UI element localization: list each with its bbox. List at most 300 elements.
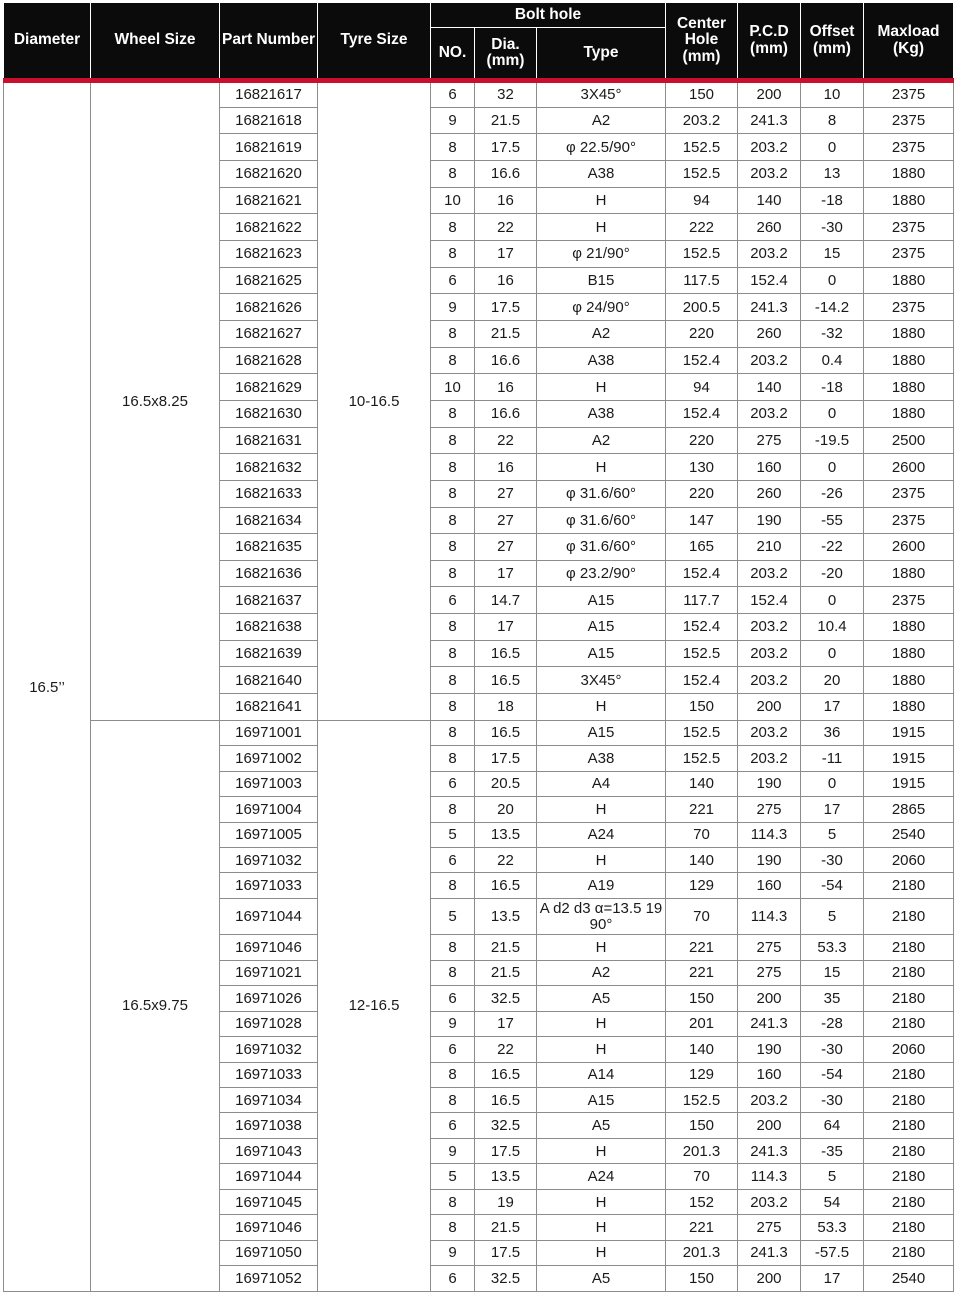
cell-center-hole: 152.4 [666, 614, 738, 641]
cell-bolt-dia: 22 [475, 214, 537, 241]
cell-center-hole: 152.5 [666, 720, 738, 745]
cell-bolt-no: 10 [431, 374, 475, 401]
cell-bolt-type: H [537, 1240, 666, 1265]
cell-pcd: 203.2 [738, 667, 801, 694]
cell-maxload: 2600 [864, 534, 954, 561]
cell-center-hole: 200.5 [666, 294, 738, 321]
cell-bolt-no: 6 [431, 587, 475, 614]
cell-bolt-type: φ 21/90° [537, 240, 666, 267]
cell-maxload: 1880 [864, 400, 954, 427]
cell-bolt-type: A d2 d3 α=13.5 19 90° [537, 898, 666, 934]
cell-part-number: 16971046 [220, 935, 318, 960]
cell-bolt-dia: 16.5 [475, 1088, 537, 1113]
cell-center-hole: 201.3 [666, 1240, 738, 1265]
cell-maxload: 2375 [864, 214, 954, 241]
cell-part-number: 16971005 [220, 822, 318, 847]
cell-maxload: 2180 [864, 873, 954, 898]
cell-maxload: 2060 [864, 1037, 954, 1062]
cell-maxload: 2865 [864, 797, 954, 822]
cell-bolt-dia: 16.5 [475, 873, 537, 898]
cell-pcd: 203.2 [738, 160, 801, 187]
cell-maxload: 2375 [864, 81, 954, 108]
cell-pcd: 203.2 [738, 1088, 801, 1113]
cell-bolt-type: φ 24/90° [537, 294, 666, 321]
header-bolt-hole: Bolt hole [431, 3, 666, 28]
cell-bolt-dia: 27 [475, 534, 537, 561]
cell-pcd: 210 [738, 534, 801, 561]
cell-bolt-dia: 17.5 [475, 1138, 537, 1163]
cell-bolt-type: H [537, 848, 666, 873]
cell-center-hole: 220 [666, 480, 738, 507]
cell-bolt-type: B15 [537, 267, 666, 294]
cell-offset: 15 [801, 240, 864, 267]
cell-maxload: 2180 [864, 1164, 954, 1189]
cell-offset: 0 [801, 640, 864, 667]
cell-part-number: 16821636 [220, 560, 318, 587]
cell-bolt-type: A15 [537, 614, 666, 641]
cell-maxload: 1880 [864, 374, 954, 401]
cell-center-hole: 147 [666, 507, 738, 534]
cell-pcd: 200 [738, 1266, 801, 1292]
cell-maxload: 1880 [864, 160, 954, 187]
cell-maxload: 2375 [864, 240, 954, 267]
table-row [4, 720, 954, 745]
cell-bolt-dia: 13.5 [475, 1164, 537, 1189]
cell-center-hole: 150 [666, 694, 738, 721]
cell-bolt-no: 6 [431, 1266, 475, 1292]
cell-offset: -54 [801, 873, 864, 898]
cell-pcd: 203.2 [738, 400, 801, 427]
cell-bolt-dia: 16.5 [475, 640, 537, 667]
cell-center-hole: 203.2 [666, 107, 738, 134]
cell-offset: -55 [801, 507, 864, 534]
cell-bolt-dia: 17.5 [475, 294, 537, 321]
cell-bolt-type: φ 31.6/60° [537, 534, 666, 561]
cell-maxload: 2180 [864, 1113, 954, 1138]
cell-bolt-type: A24 [537, 1164, 666, 1189]
cell-diameter: 16.5’’ [4, 81, 91, 1292]
cell-pcd: 203.2 [738, 746, 801, 771]
cell-center-hole: 152.4 [666, 560, 738, 587]
cell-bolt-no: 8 [431, 746, 475, 771]
cell-maxload: 1880 [864, 640, 954, 667]
table-row [4, 81, 954, 108]
cell-bolt-type: A5 [537, 986, 666, 1011]
cell-maxload: 2540 [864, 1266, 954, 1292]
cell-part-number: 16821631 [220, 427, 318, 454]
cell-center-hole: 140 [666, 1037, 738, 1062]
cell-pcd: 114.3 [738, 822, 801, 847]
cell-offset: -57.5 [801, 1240, 864, 1265]
cell-maxload: 2600 [864, 454, 954, 481]
cell-center-hole: 222 [666, 214, 738, 241]
wheel-spec-table [3, 2, 954, 1292]
cell-part-number: 16971034 [220, 1088, 318, 1113]
cell-part-number: 16971033 [220, 1062, 318, 1087]
cell-bolt-dia: 21.5 [475, 320, 537, 347]
cell-bolt-dia: 16.6 [475, 400, 537, 427]
cell-pcd: 260 [738, 480, 801, 507]
cell-maxload: 2375 [864, 107, 954, 134]
cell-offset: 17 [801, 694, 864, 721]
cell-pcd: 190 [738, 771, 801, 796]
cell-bolt-no: 8 [431, 1189, 475, 1214]
cell-bolt-type: φ 31.6/60° [537, 480, 666, 507]
cell-center-hole: 221 [666, 797, 738, 822]
cell-maxload: 2375 [864, 507, 954, 534]
cell-bolt-dia: 32 [475, 81, 537, 108]
header-bolt-dia: Dia. (mm) [475, 28, 537, 81]
cell-pcd: 190 [738, 1037, 801, 1062]
cell-pcd: 200 [738, 81, 801, 108]
cell-tyre-size: 10-16.5 [318, 81, 431, 721]
cell-bolt-type: A15 [537, 640, 666, 667]
cell-maxload: 2180 [864, 1088, 954, 1113]
cell-bolt-type: φ 22.5/90° [537, 134, 666, 161]
cell-part-number: 16821639 [220, 640, 318, 667]
cell-center-hole: 129 [666, 1062, 738, 1087]
cell-bolt-no: 8 [431, 134, 475, 161]
cell-part-number: 16971028 [220, 1011, 318, 1036]
header-tyre-size: Tyre Size [318, 3, 431, 81]
cell-center-hole: 152.4 [666, 400, 738, 427]
cell-center-hole: 150 [666, 81, 738, 108]
cell-pcd: 114.3 [738, 1164, 801, 1189]
cell-bolt-no: 8 [431, 427, 475, 454]
cell-bolt-no: 6 [431, 81, 475, 108]
cell-offset: 0 [801, 400, 864, 427]
cell-offset: 0 [801, 454, 864, 481]
cell-pcd: 241.3 [738, 1240, 801, 1265]
cell-bolt-no: 6 [431, 267, 475, 294]
cell-offset: 17 [801, 1266, 864, 1292]
cell-pcd: 203.2 [738, 614, 801, 641]
cell-offset: 0 [801, 771, 864, 796]
cell-part-number: 16971026 [220, 986, 318, 1011]
cell-bolt-no: 6 [431, 848, 475, 873]
cell-bolt-no: 6 [431, 986, 475, 1011]
cell-offset: 0 [801, 134, 864, 161]
cell-maxload: 2180 [864, 1189, 954, 1214]
cell-pcd: 241.3 [738, 1138, 801, 1163]
cell-bolt-no: 8 [431, 214, 475, 241]
cell-bolt-type: φ 31.6/60° [537, 507, 666, 534]
cell-bolt-type: A14 [537, 1062, 666, 1087]
cell-part-number: 16971033 [220, 873, 318, 898]
cell-part-number: 16971046 [220, 1215, 318, 1240]
cell-bolt-dia: 16.5 [475, 720, 537, 745]
cell-bolt-no: 8 [431, 614, 475, 641]
cell-bolt-no: 8 [431, 480, 475, 507]
cell-bolt-no: 8 [431, 320, 475, 347]
cell-offset: -54 [801, 1062, 864, 1087]
cell-center-hole: 152.5 [666, 1088, 738, 1113]
cell-bolt-type: A15 [537, 1088, 666, 1113]
cell-bolt-type: H [537, 1189, 666, 1214]
cell-bolt-no: 9 [431, 1011, 475, 1036]
cell-part-number: 16821627 [220, 320, 318, 347]
cell-pcd: 152.4 [738, 587, 801, 614]
cell-offset: 15 [801, 960, 864, 985]
cell-part-number: 16821641 [220, 694, 318, 721]
cell-part-number: 16971044 [220, 898, 318, 934]
cell-offset: -32 [801, 320, 864, 347]
cell-bolt-dia: 16 [475, 454, 537, 481]
cell-center-hole: 221 [666, 960, 738, 985]
cell-bolt-dia: 18 [475, 694, 537, 721]
cell-bolt-no: 6 [431, 771, 475, 796]
cell-pcd: 260 [738, 320, 801, 347]
cell-offset: 0 [801, 587, 864, 614]
cell-bolt-no: 8 [431, 640, 475, 667]
cell-offset: 5 [801, 898, 864, 934]
cell-bolt-type: H [537, 935, 666, 960]
cell-part-number: 16971001 [220, 720, 318, 745]
cell-bolt-no: 9 [431, 107, 475, 134]
cell-part-number: 16821623 [220, 240, 318, 267]
cell-offset: 17 [801, 797, 864, 822]
cell-maxload: 2180 [864, 935, 954, 960]
cell-center-hole: 150 [666, 1113, 738, 1138]
header-center-hole: Center Hole (mm) [666, 3, 738, 81]
cell-bolt-type: φ 23.2/90° [537, 560, 666, 587]
cell-wheel-size: 16.5x8.25 [91, 81, 220, 721]
cell-maxload: 1880 [864, 267, 954, 294]
cell-center-hole: 70 [666, 898, 738, 934]
cell-part-number: 16971044 [220, 1164, 318, 1189]
cell-part-number: 16971032 [220, 848, 318, 873]
cell-part-number: 16821630 [220, 400, 318, 427]
cell-bolt-no: 8 [431, 560, 475, 587]
cell-bolt-no: 8 [431, 454, 475, 481]
cell-bolt-no: 6 [431, 1113, 475, 1138]
cell-pcd: 275 [738, 797, 801, 822]
cell-pcd: 241.3 [738, 107, 801, 134]
cell-bolt-type: A2 [537, 427, 666, 454]
cell-center-hole: 129 [666, 873, 738, 898]
cell-pcd: 275 [738, 935, 801, 960]
header-wheel-size: Wheel Size [91, 3, 220, 81]
cell-bolt-dia: 16.5 [475, 667, 537, 694]
header-maxload: Maxload (Kg) [864, 3, 954, 81]
cell-pcd: 275 [738, 960, 801, 985]
cell-bolt-dia: 22 [475, 848, 537, 873]
cell-center-hole: 94 [666, 374, 738, 401]
cell-part-number: 16821638 [220, 614, 318, 641]
cell-offset: -18 [801, 187, 864, 214]
cell-bolt-dia: 13.5 [475, 898, 537, 934]
cell-maxload: 2180 [864, 1062, 954, 1087]
cell-offset: -20 [801, 560, 864, 587]
cell-bolt-dia: 32.5 [475, 1266, 537, 1292]
cell-offset: -30 [801, 1088, 864, 1113]
cell-part-number: 16971032 [220, 1037, 318, 1062]
cell-center-hole: 140 [666, 848, 738, 873]
cell-pcd: 203.2 [738, 134, 801, 161]
cell-center-hole: 150 [666, 1266, 738, 1292]
cell-bolt-dia: 16.6 [475, 160, 537, 187]
cell-part-number: 16821622 [220, 214, 318, 241]
cell-offset: -18 [801, 374, 864, 401]
cell-pcd: 160 [738, 1062, 801, 1087]
cell-bolt-no: 8 [431, 534, 475, 561]
cell-pcd: 203.2 [738, 1189, 801, 1214]
cell-offset: -26 [801, 480, 864, 507]
cell-maxload: 2180 [864, 1240, 954, 1265]
cell-bolt-dia: 16.5 [475, 1062, 537, 1087]
cell-part-number: 16971021 [220, 960, 318, 985]
cell-bolt-type: A19 [537, 873, 666, 898]
cell-bolt-no: 10 [431, 187, 475, 214]
cell-pcd: 203.2 [738, 720, 801, 745]
cell-center-hole: 70 [666, 1164, 738, 1189]
cell-center-hole: 150 [666, 986, 738, 1011]
cell-offset: 54 [801, 1189, 864, 1214]
cell-part-number: 16971038 [220, 1113, 318, 1138]
cell-maxload: 2375 [864, 587, 954, 614]
cell-bolt-type: A38 [537, 400, 666, 427]
cell-center-hole: 152.5 [666, 134, 738, 161]
cell-bolt-type: A4 [537, 771, 666, 796]
cell-bolt-no: 5 [431, 898, 475, 934]
cell-pcd: 275 [738, 427, 801, 454]
cell-part-number: 16971004 [220, 797, 318, 822]
cell-pcd: 200 [738, 694, 801, 721]
cell-bolt-no: 8 [431, 667, 475, 694]
cell-bolt-type: H [537, 1011, 666, 1036]
cell-part-number: 16821637 [220, 587, 318, 614]
cell-maxload: 1880 [864, 320, 954, 347]
header-offset: Offset (mm) [801, 3, 864, 81]
cell-pcd: 200 [738, 986, 801, 1011]
cell-bolt-dia: 21.5 [475, 107, 537, 134]
cell-center-hole: 201 [666, 1011, 738, 1036]
cell-center-hole: 220 [666, 427, 738, 454]
cell-offset: 0 [801, 267, 864, 294]
cell-bolt-type: 3X45° [537, 81, 666, 108]
cell-bolt-dia: 22 [475, 1037, 537, 1062]
cell-part-number: 16821640 [220, 667, 318, 694]
cell-part-number: 16971045 [220, 1189, 318, 1214]
cell-bolt-dia: 17 [475, 1011, 537, 1036]
cell-offset: 0.4 [801, 347, 864, 374]
cell-bolt-dia: 14.7 [475, 587, 537, 614]
cell-part-number: 16971052 [220, 1266, 318, 1292]
cell-bolt-no: 8 [431, 507, 475, 534]
cell-maxload: 2375 [864, 294, 954, 321]
cell-bolt-no: 8 [431, 873, 475, 898]
cell-center-hole: 152 [666, 1189, 738, 1214]
cell-part-number: 16821629 [220, 374, 318, 401]
cell-bolt-no: 8 [431, 160, 475, 187]
cell-center-hole: 221 [666, 935, 738, 960]
cell-pcd: 241.3 [738, 1011, 801, 1036]
cell-pcd: 275 [738, 1215, 801, 1240]
cell-offset: 13 [801, 160, 864, 187]
header-part-number: Part Number [220, 3, 318, 81]
cell-wheel-size: 16.5x9.75 [91, 720, 220, 1291]
table-body [4, 81, 954, 1292]
cell-maxload: 1880 [864, 347, 954, 374]
cell-bolt-type: A2 [537, 320, 666, 347]
cell-center-hole: 70 [666, 822, 738, 847]
cell-offset: 53.3 [801, 935, 864, 960]
cell-bolt-type: H [537, 374, 666, 401]
cell-bolt-dia: 32.5 [475, 1113, 537, 1138]
cell-offset: 10 [801, 81, 864, 108]
cell-offset: -30 [801, 214, 864, 241]
cell-bolt-dia: 16 [475, 267, 537, 294]
cell-maxload: 2180 [864, 898, 954, 934]
cell-center-hole: 165 [666, 534, 738, 561]
cell-bolt-type: A2 [537, 107, 666, 134]
cell-bolt-no: 6 [431, 1037, 475, 1062]
cell-bolt-dia: 32.5 [475, 986, 537, 1011]
cell-offset: -19.5 [801, 427, 864, 454]
cell-center-hole: 152.5 [666, 240, 738, 267]
cell-bolt-dia: 21.5 [475, 960, 537, 985]
cell-maxload: 2060 [864, 848, 954, 873]
cell-bolt-dia: 16 [475, 374, 537, 401]
header-bolt-no: NO. [431, 28, 475, 81]
cell-bolt-dia: 27 [475, 507, 537, 534]
header-diameter: Diameter [4, 3, 91, 81]
cell-maxload: 2540 [864, 822, 954, 847]
cell-offset: 35 [801, 986, 864, 1011]
cell-bolt-dia: 16.6 [475, 347, 537, 374]
cell-pcd: 114.3 [738, 898, 801, 934]
cell-maxload: 2375 [864, 480, 954, 507]
cell-part-number: 16821618 [220, 107, 318, 134]
cell-bolt-no: 8 [431, 1088, 475, 1113]
cell-center-hole: 117.7 [666, 587, 738, 614]
cell-part-number: 16971043 [220, 1138, 318, 1163]
table-header [4, 3, 954, 81]
cell-maxload: 1880 [864, 560, 954, 587]
cell-offset: 64 [801, 1113, 864, 1138]
cell-bolt-dia: 20.5 [475, 771, 537, 796]
cell-maxload: 2500 [864, 427, 954, 454]
cell-bolt-no: 9 [431, 294, 475, 321]
cell-pcd: 203.2 [738, 240, 801, 267]
cell-bolt-type: 3X45° [537, 667, 666, 694]
cell-part-number: 16821621 [220, 187, 318, 214]
cell-pcd: 203.2 [738, 347, 801, 374]
cell-center-hole: 94 [666, 187, 738, 214]
cell-bolt-dia: 16 [475, 187, 537, 214]
cell-bolt-type: A38 [537, 746, 666, 771]
cell-center-hole: 201.3 [666, 1138, 738, 1163]
cell-bolt-type: H [537, 1138, 666, 1163]
cell-offset: 20 [801, 667, 864, 694]
cell-bolt-type: H [537, 187, 666, 214]
cell-bolt-no: 5 [431, 822, 475, 847]
cell-bolt-dia: 17 [475, 614, 537, 641]
cell-part-number: 16971050 [220, 1240, 318, 1265]
cell-offset: 5 [801, 1164, 864, 1189]
cell-center-hole: 117.5 [666, 267, 738, 294]
cell-maxload: 2375 [864, 134, 954, 161]
cell-part-number: 16821628 [220, 347, 318, 374]
cell-bolt-no: 8 [431, 694, 475, 721]
cell-bolt-type: A2 [537, 960, 666, 985]
cell-bolt-type: H [537, 797, 666, 822]
cell-part-number: 16821620 [220, 160, 318, 187]
cell-part-number: 16821634 [220, 507, 318, 534]
cell-tyre-size: 12-16.5 [318, 720, 431, 1291]
cell-center-hole: 140 [666, 771, 738, 796]
cell-pcd: 260 [738, 214, 801, 241]
